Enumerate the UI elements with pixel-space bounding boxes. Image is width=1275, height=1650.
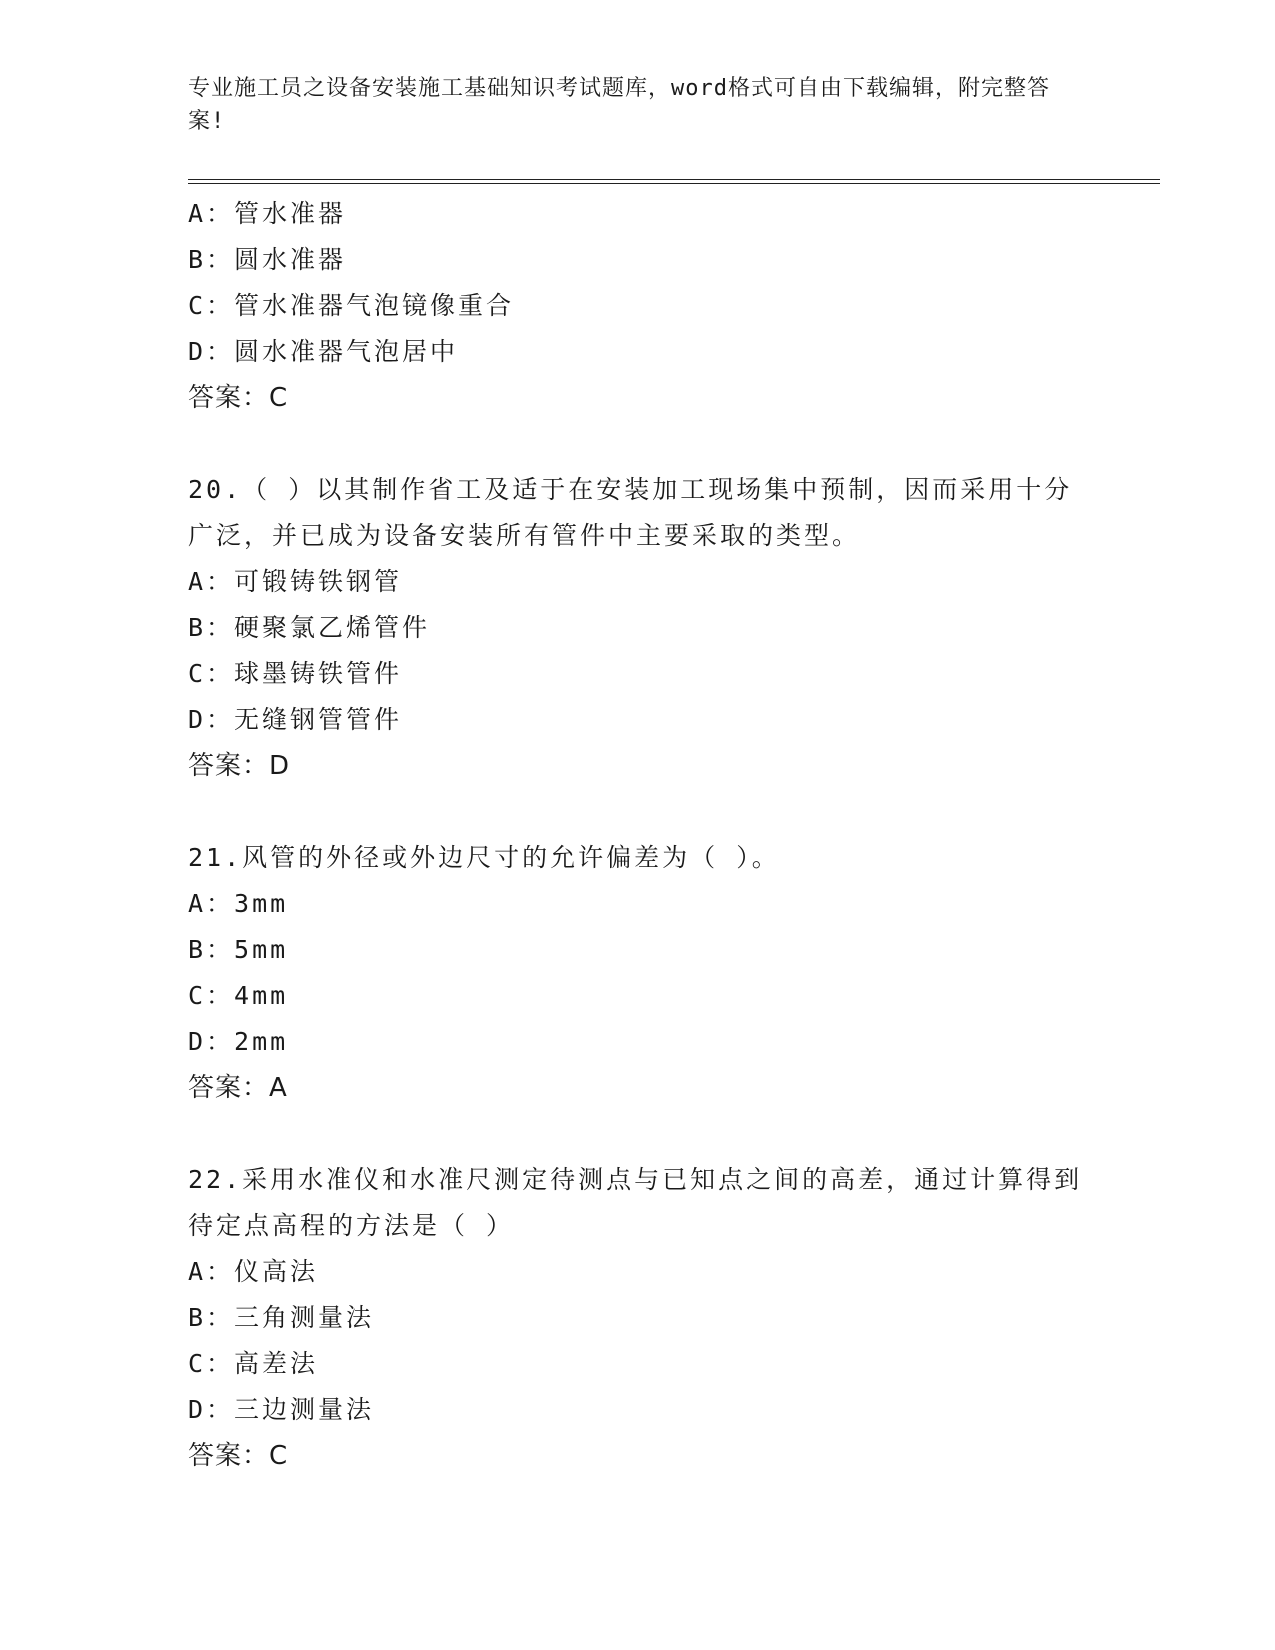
question-22 bbox=[188, 1157, 1088, 1479]
question-stem: 21.风管的外径或外边尺寸的允许偏差为（ ）。 bbox=[188, 843, 780, 872]
answer-line: 答案：D bbox=[188, 751, 291, 781]
option-c: C：4mm bbox=[188, 981, 289, 1010]
document-title: 专业施工员之设备安装施工基础知识考试题库，word格式可自由下载编辑，附完整答案! bbox=[188, 76, 1050, 134]
option-d: D：2mm bbox=[188, 1027, 289, 1056]
option-a: A：仪高法 bbox=[188, 1257, 319, 1286]
option-d: D：圆水准器气泡居中 bbox=[188, 337, 459, 366]
option-a: A：可锻铸铁钢管 bbox=[188, 567, 403, 596]
answer-line: 答案：A bbox=[188, 1073, 288, 1103]
option-c: C：管水准器气泡镜像重合 bbox=[188, 291, 515, 320]
question-20 bbox=[188, 467, 1088, 789]
question-stem: 22.采用水准仪和水准尺测定待测点与已知点之间的高差，通过计算得到待定点高程的方法是（ ） bbox=[188, 1165, 1083, 1240]
spacer bbox=[188, 421, 1088, 467]
answer-line: 答案：C bbox=[188, 383, 289, 413]
option-a: A：3mm bbox=[188, 889, 289, 918]
option-d: D：无缝钢管管件 bbox=[188, 705, 403, 734]
option-c: C：高差法 bbox=[188, 1349, 319, 1378]
question-19-continued bbox=[188, 191, 1088, 421]
option-b: B：三角测量法 bbox=[188, 1303, 375, 1332]
answer-line: 答案：C bbox=[188, 1441, 289, 1471]
question-list bbox=[188, 191, 1088, 1479]
option-b: B：5mm bbox=[188, 935, 289, 964]
question-stem: 20.（ ）以其制作省工及适于在安装加工现场集中预制，因而采用十分广泛，并已成为设备安装所有管件中主要采取的类型。 bbox=[188, 475, 1073, 550]
option-c: C：球墨铸铁管件 bbox=[188, 659, 403, 688]
header-divider bbox=[188, 179, 1160, 184]
option-b: B：圆水准器 bbox=[188, 245, 347, 274]
option-d: D：三边测量法 bbox=[188, 1395, 375, 1424]
spacer bbox=[188, 789, 1088, 835]
option-a: A：管水准器 bbox=[188, 199, 347, 228]
question-21 bbox=[188, 835, 1088, 1111]
option-b: B：硬聚氯乙烯管件 bbox=[188, 613, 431, 642]
spacer bbox=[188, 1111, 1088, 1157]
